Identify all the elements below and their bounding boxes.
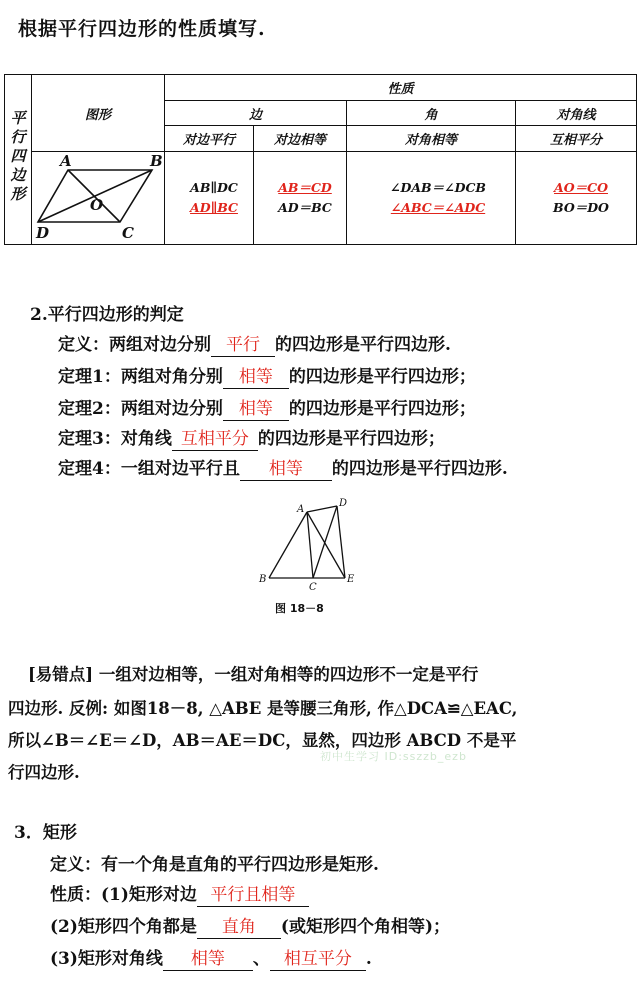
fig-label-c: C	[309, 582, 317, 593]
sec3-p2	[50, 912, 450, 939]
group-diag: 对角线	[516, 101, 637, 126]
sec3-p3-answer-2: 相互平分	[270, 948, 366, 971]
label-d: D	[36, 224, 50, 240]
sec2-l1-pre: 定义：两组对边分别	[58, 335, 211, 355]
sec3-p1-pre: 性质：(1)矩形对边	[50, 885, 197, 905]
label-c: C	[122, 224, 134, 240]
sec2-l4-answer: 互相平分	[172, 428, 258, 451]
sec2-title: 2.平行四边形的判定	[30, 305, 184, 325]
side-equal-2: AD＝BC	[278, 200, 332, 215]
sec3-p3-answer-1: 相等	[163, 948, 253, 971]
sec2-l5-answer: 相等	[240, 458, 332, 481]
cell-side-parallel	[165, 152, 254, 245]
sec2-l2-answer: 相等	[223, 366, 289, 389]
figure-caption: 图 18－8	[275, 602, 324, 615]
sec2-line-t4	[58, 454, 508, 481]
shape-header: 图形	[32, 75, 165, 152]
side-equal-1: AB＝CD	[278, 180, 332, 195]
note-line-2: 四边形. 反例: 如图18－8, △ABE 是等腰三角形, 作△DCA≌△EAC,	[8, 699, 518, 718]
sec2-line-def	[58, 330, 451, 357]
side-parallel-2: AD∥BC	[190, 200, 238, 215]
sec2-line-t2	[58, 394, 476, 421]
sec3-p1-answer: 平行且相等	[197, 884, 309, 907]
diag-2: BO＝DO	[553, 200, 609, 215]
cell-diag	[516, 152, 637, 245]
cell-angle	[347, 152, 516, 245]
sec2-l2-pre: 定理1：两组对角分别	[58, 367, 223, 387]
sec3-title: 3．矩形	[14, 823, 77, 843]
sec3-p2-answer: 直角	[197, 916, 281, 939]
parallelogram-figure-cell	[32, 152, 165, 245]
sec2-l5-pre: 定理4：一组对边平行且	[58, 459, 240, 479]
figure-18-8	[255, 494, 365, 594]
parallelogram-figure	[34, 152, 162, 240]
note-line-3: 所以∠B＝∠E＝∠D，AB＝AE＝DC，显然，四边形 ABCD 不是平	[8, 731, 517, 750]
note-line-1: [易错点] 一组对边相等，一组对角相等的四边形不一定是平行	[28, 665, 479, 684]
sec3-p3	[50, 944, 372, 971]
note-line-4: 行四边形.	[8, 763, 80, 782]
side-parallel-1: AB∥DC	[190, 180, 238, 195]
sec2-l3-answer: 相等	[223, 398, 289, 421]
fig-label-a: A	[297, 504, 305, 515]
sub-parallel: 对边平行	[165, 126, 254, 152]
sec2-l4-post: 的四边形是平行四边形；	[257, 429, 445, 449]
group-side: 边	[165, 101, 347, 126]
sec2-l1-post: 的四边形是平行四边形.	[275, 335, 451, 355]
sec3-p3-pre: (3)矩形对角线	[50, 949, 163, 969]
sec3-def: 定义：有一个角是直角的平行四边形是矩形.	[50, 855, 379, 875]
group-angle: 角	[347, 101, 516, 126]
angle-2: ∠ABC＝∠ADC	[390, 200, 486, 215]
sec2-l3-post: 的四边形是平行四边形；	[288, 399, 476, 419]
fig-label-b: B	[259, 574, 267, 585]
fig-label-d: D	[339, 498, 348, 509]
sec3-p3-sep: 、	[252, 949, 270, 969]
sec2-l4-pre: 定理3：对角线	[58, 429, 172, 449]
sec3-p1	[50, 880, 309, 907]
sec3-p3-post: .	[365, 949, 372, 969]
properties-table	[4, 74, 637, 245]
sec2-l1-answer: 平行	[211, 334, 275, 357]
intro-text: 根据平行四边形的性质填写.	[18, 18, 266, 40]
row-header: 平行四边形	[8, 110, 27, 205]
angle-1: ∠DAB＝∠DCB	[390, 180, 486, 195]
sec2-line-t1	[58, 362, 476, 389]
sub-diag: 互相平分	[516, 126, 637, 152]
label-b: B	[150, 152, 162, 170]
diag-1: AO＝CO	[554, 180, 608, 195]
sec2-l2-post: 的四边形是平行四边形；	[288, 367, 476, 387]
row-header-cell	[5, 75, 32, 245]
sub-angle: 对角相等	[347, 126, 516, 152]
sec2-line-t3	[58, 424, 445, 451]
sec3-p2-pre: (2)矩形四个角都是	[50, 917, 197, 937]
fig-label-e: E	[347, 574, 355, 585]
props-header: 性质	[165, 75, 637, 101]
cell-side-equal	[254, 152, 347, 245]
label-a: A	[60, 152, 72, 170]
watermark: 初中生学习 ID:sszzb_ezb	[320, 750, 467, 763]
sec2-l5-post: 的四边形是平行四边形.	[331, 459, 508, 479]
sec3-p2-post: (或矩形四个角相等)；	[280, 917, 451, 937]
label-o: O	[90, 196, 104, 214]
sub-equal: 对边相等	[254, 126, 347, 152]
sec2-l3-pre: 定理2：两组对边分别	[58, 399, 223, 419]
